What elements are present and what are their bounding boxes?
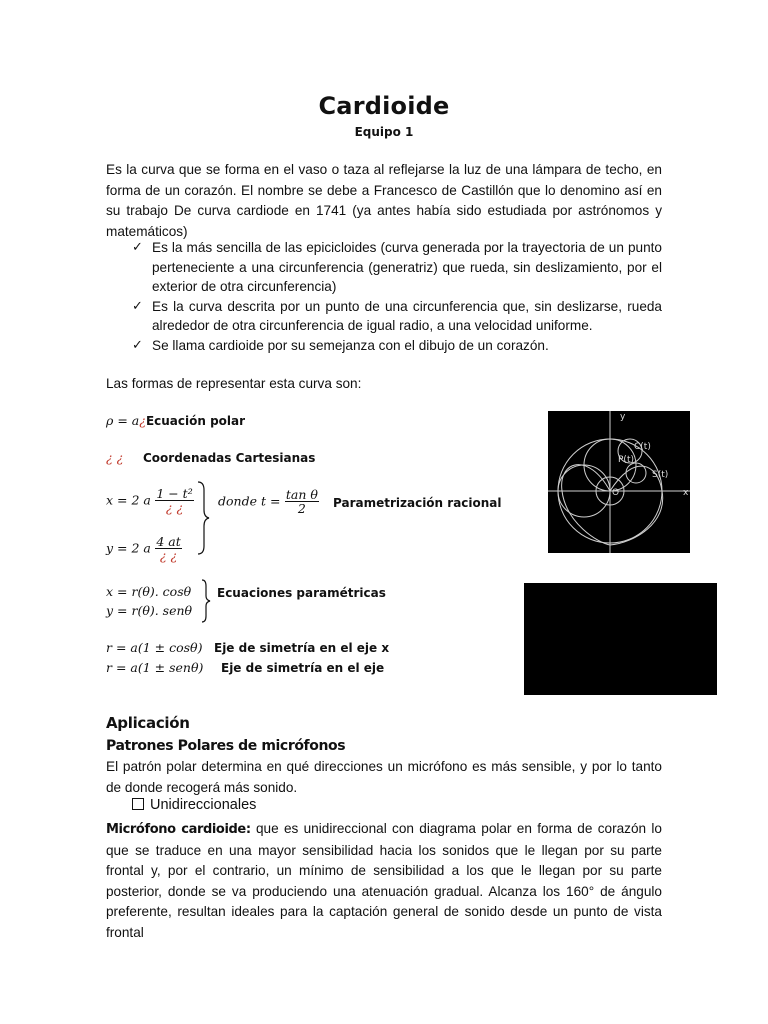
figure-background	[548, 411, 690, 553]
rational-y-formula: y = 2 a $\frac{4 at}{¿ ¿}$	[106, 534, 181, 563]
bullet-list	[132, 238, 662, 355]
checkmark-icon: ✓	[132, 240, 143, 255]
forms-intro: Las formas de representar esta curva son:	[106, 376, 362, 391]
parametric-x: x = r(θ). cosθ	[106, 584, 192, 599]
label-ct: C(t)	[634, 442, 651, 452]
symmetry-x-formula: r = a(1 ± cosθ)	[106, 640, 203, 655]
where-clause: donde t = $\frac{\text{tan θ}}{2}$	[218, 487, 318, 516]
right-brace	[200, 578, 214, 624]
symmetry-x-label: Eje de simetría en el eje x	[214, 641, 390, 655]
microphone-label: Micrófono cardioide:	[106, 822, 251, 837]
list-item: ✓ Es la curva descrita por un punto de una circunferencia que, sin deslizarse, rueda alrededor de otra circunferencia de igual radio, a una velocidad uniforme.	[132, 298, 662, 333]
label-pt: P(t)	[618, 455, 634, 465]
parametric-y: y = r(θ). senθ	[106, 603, 193, 618]
microphone-paragraph: Micrófono cardioide: que es unidireccional con diagrama polar en forma de corazón lo que se traduce en una mayor sensibilidad hacia los sonidos que le llegan por su parte frontal y, por el contrario, un mínimo de sensibilidad a los que le llegan por su parte posterior, donde se va produciendo una atenuación gradual. Alcanza los 160° de ángulo preferente, resultan ideales para la captación general de sonido desde un punto de vista frontal	[106, 821, 662, 940]
list-item: ✓ Es la más sencilla de las epicicloides (curva generada por la trayectoria de un punto perteneciente a una circunferencia (generatriz) que rueda, sin deslizamiento, por el exterior de otra circunferencia)	[132, 240, 662, 294]
checkmark-icon: ✓	[132, 337, 143, 353]
label-o: O	[612, 488, 620, 498]
application-heading: Aplicación	[106, 714, 190, 732]
label-st: S(t)	[652, 470, 669, 480]
cardioid-figure	[548, 411, 690, 553]
black-image	[524, 583, 717, 695]
symmetry-y-label: Eje de simetría en el eje	[221, 661, 385, 675]
polar-equation: ρ = a¿Ecuación polar	[106, 413, 246, 428]
parametric-label: Ecuaciones paramétricas	[217, 586, 386, 600]
right-brace	[196, 480, 212, 556]
checkmark-icon: ✓	[132, 298, 143, 314]
rational-label: Parametrización racional	[333, 496, 502, 510]
cartesian-label: Coordenadas Cartesianas	[143, 451, 316, 465]
label-y: y	[620, 412, 626, 422]
application-subheading: Patrones Polares de micrófonos	[106, 738, 346, 754]
rational-x-formula: x = 2 a $\frac{\text{1 − t²}}{¿ ¿}$	[106, 486, 193, 515]
checkbox-icon	[132, 798, 144, 810]
cartesian-equation: ¿ ¿	[106, 450, 124, 465]
list-item: ✓ Se llama cardioide por su semejanza con el dibujo de un corazón.	[132, 336, 662, 356]
checkbox-item: Unidireccionales	[132, 797, 256, 813]
label-x: x	[683, 488, 689, 498]
symmetry-y-formula: r = a(1 ± senθ)	[106, 660, 204, 675]
page-title: Cardioide	[318, 92, 450, 120]
page-subtitle: Equipo 1	[354, 125, 414, 139]
intro-paragraph: Es la curva que se forma en el vaso o taza al reflejarse la luz de una lámpara de techo, en forma de un corazón. El nombre se debe a Francesco de Castillón que lo denomino así en su trabajo De curva cardiode en 1741 (ya antes había sido estudiada por astrónomos y matemáticos)	[106, 162, 662, 239]
application-paragraph: El patrón polar determina en qué direcciones un micrófono es más sensible, y por lo tanto de donde recogerá más sonido.	[106, 759, 662, 795]
